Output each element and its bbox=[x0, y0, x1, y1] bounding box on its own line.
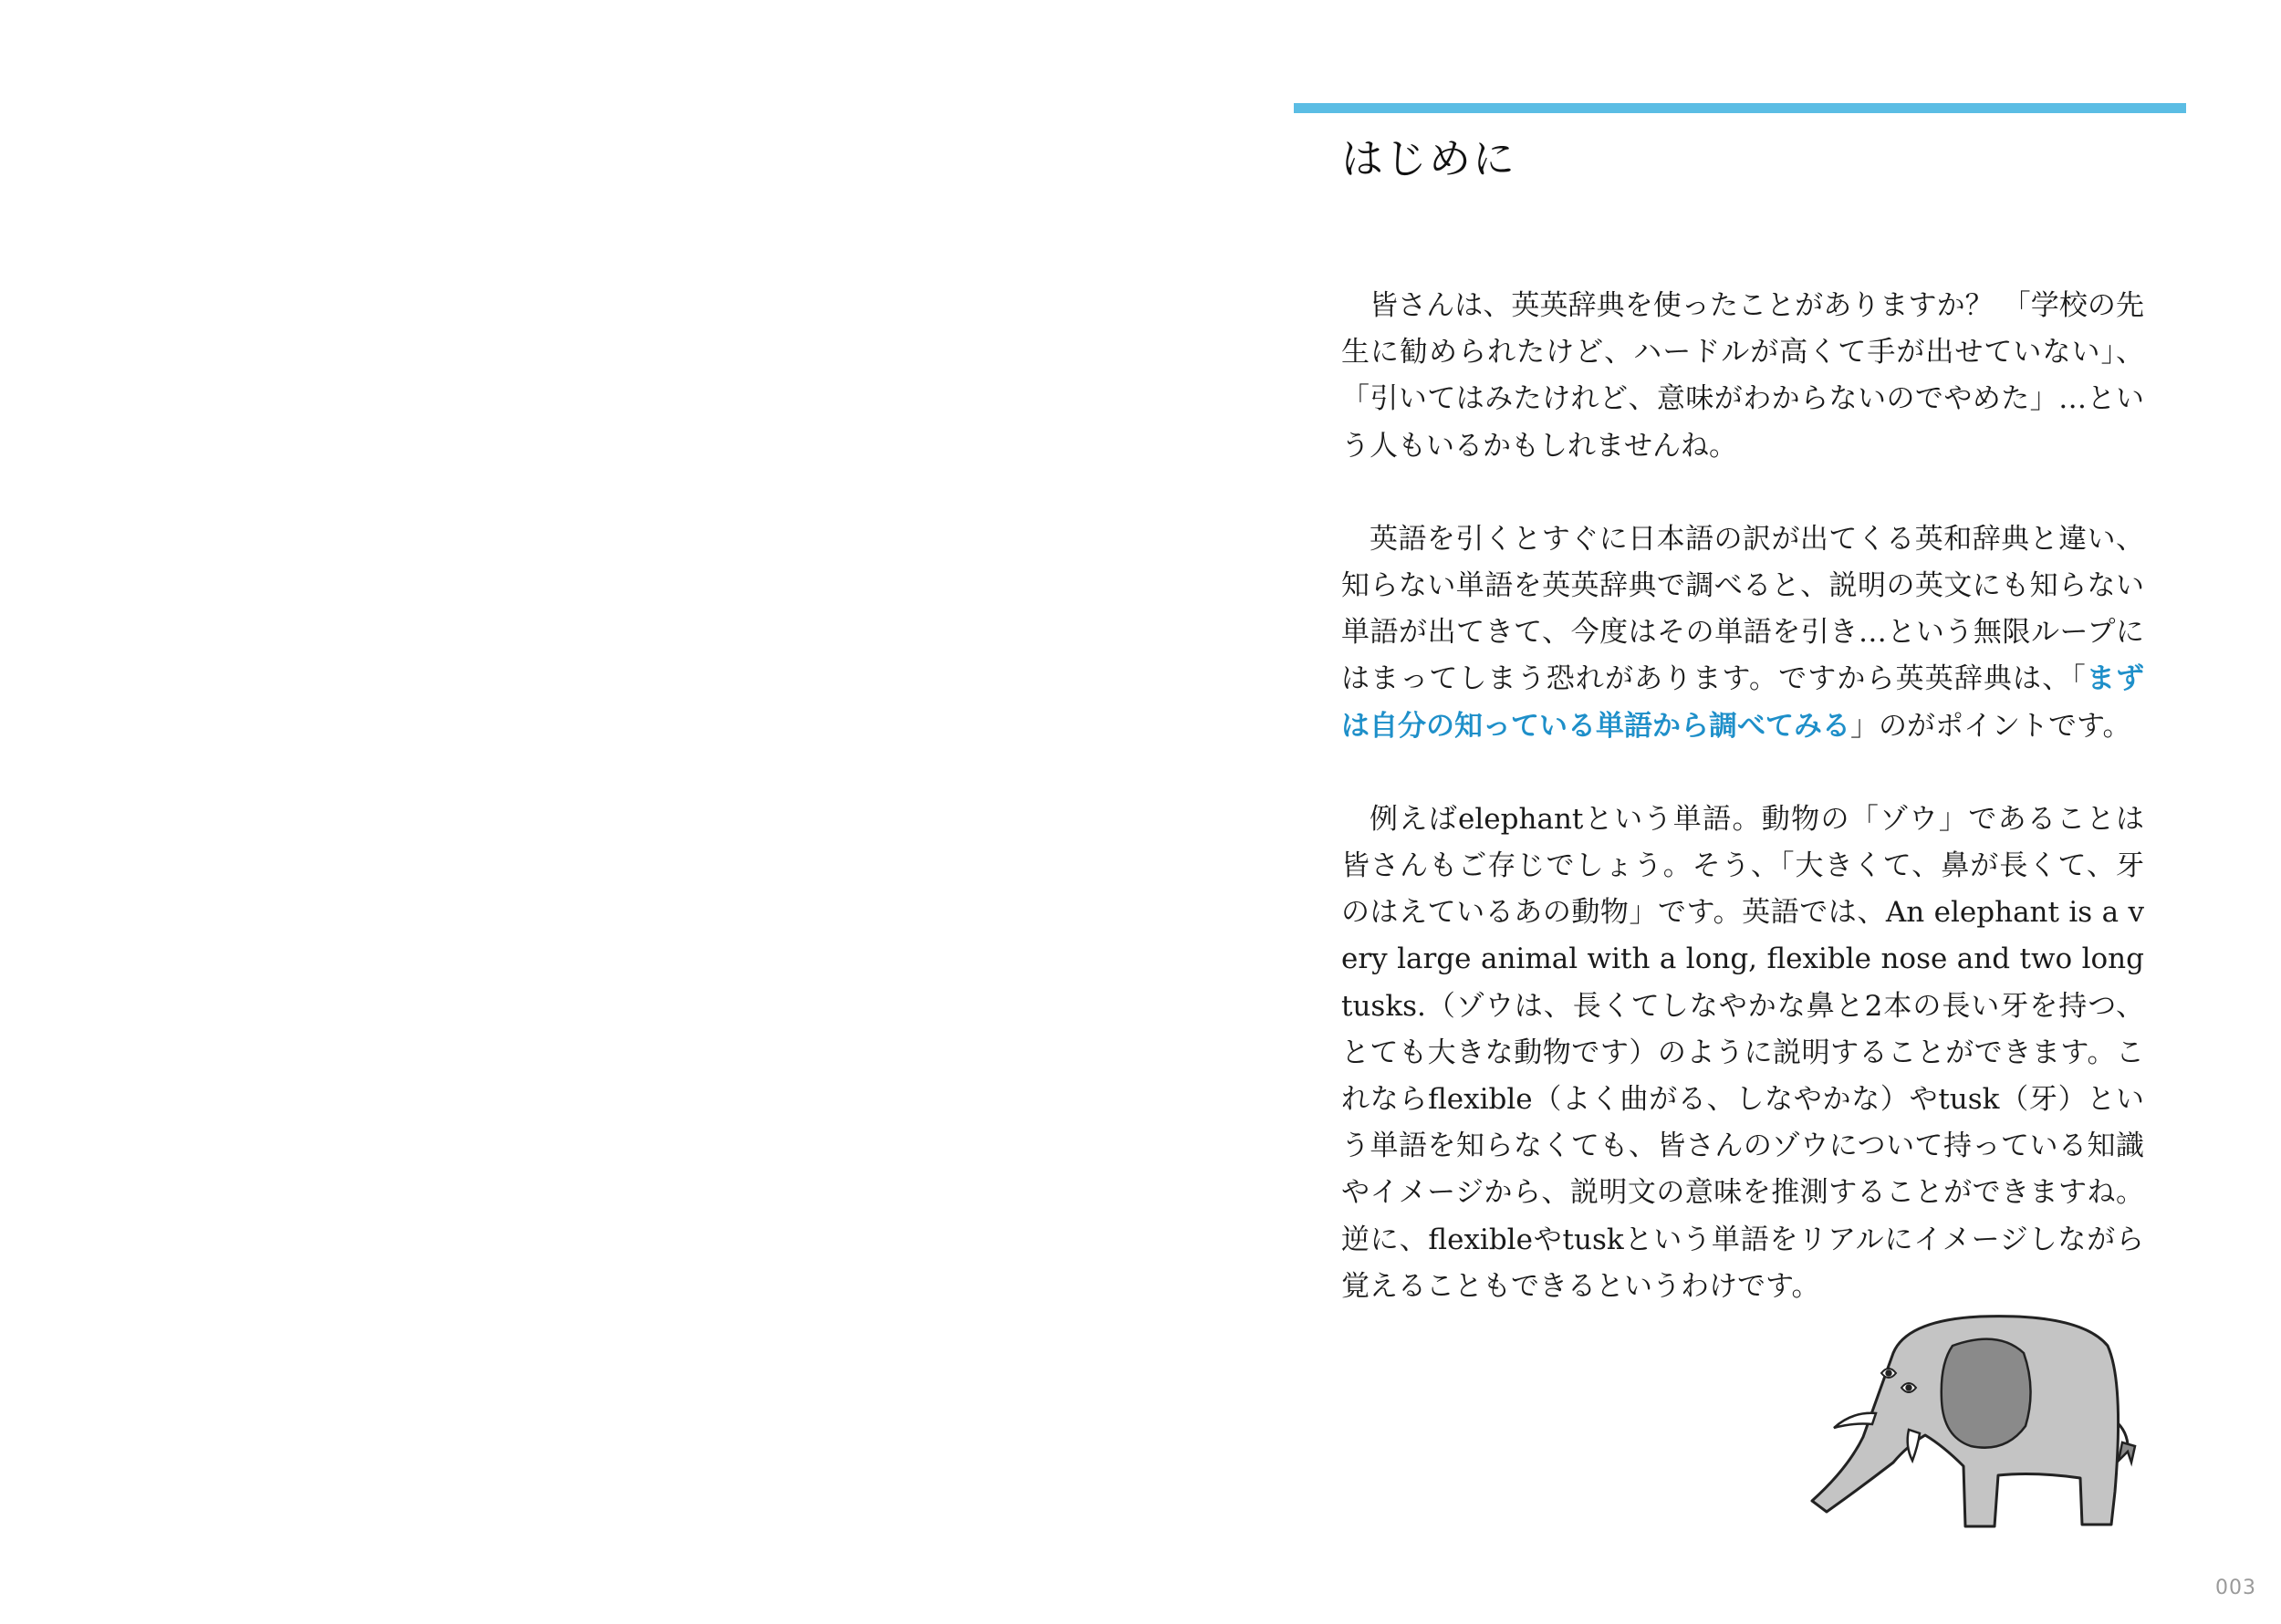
page-number: 003 bbox=[2215, 1577, 2256, 1599]
page-title: はじめに bbox=[1341, 134, 1516, 183]
elephant-illustration bbox=[1807, 1309, 2162, 1533]
paragraph-2 bbox=[1341, 516, 2144, 750]
highlighted-phrase: まずは自分の知っている単語から調べてみる bbox=[1341, 662, 2145, 743]
title-rule bbox=[1294, 103, 2186, 113]
paragraph-2-lead: 英語を引くとすぐに日本語の訳が出てくる英和辞典と違い、知らない単語を英英辞典で調べると、説明の英文にも知らない単語が出てきて、今度はその単語を引き…という無限ループにはまってしまう恐れがあります。ですから英英辞典は、「 bbox=[1341, 522, 2144, 696]
paragraph-3: 例えばelephantという単語。動物の「ゾウ」であることは皆さんもご存じでしょう。そう、「大きくて、鼻が長くて、牙のはえているあの動物」です。英語では、An elephant is a very large animal with a long, flexible nose and two long tusks.（ゾウは、長くてしなやかな鼻と2本の長い牙を持つ、とても大きな動物です）のように説明することができます。これならflexible（よく曲がる、しなやかな）やtusk（牙）という単語を知らなくても、皆さんのゾウについて持っている知識やイメージから、説明文の意味を推測することができますね。逆に、flexibleやtuskという単語をリアルにイメージしながら覚えることもできるというわけです。 bbox=[1341, 802, 2144, 1303]
paragraph-1: 皆さんは、英英辞典を使ったことがありますか？ 「学校の先生に勧められたけど、ハードルが高くて手が出せていない」、「引いてはみたけれど、意味がわからないのでやめた」…という人もいるかもしれませんね。 bbox=[1341, 289, 2144, 463]
paragraph-2-tail: 」のがポイントです。 bbox=[1850, 709, 2131, 743]
elephant-tusk-right bbox=[1908, 1430, 1920, 1461]
body-text bbox=[1341, 283, 2144, 1310]
elephant-ear bbox=[1942, 1339, 2031, 1448]
left-page-blank bbox=[0, 0, 1140, 1624]
elephant-tail-tuft bbox=[2119, 1442, 2135, 1463]
